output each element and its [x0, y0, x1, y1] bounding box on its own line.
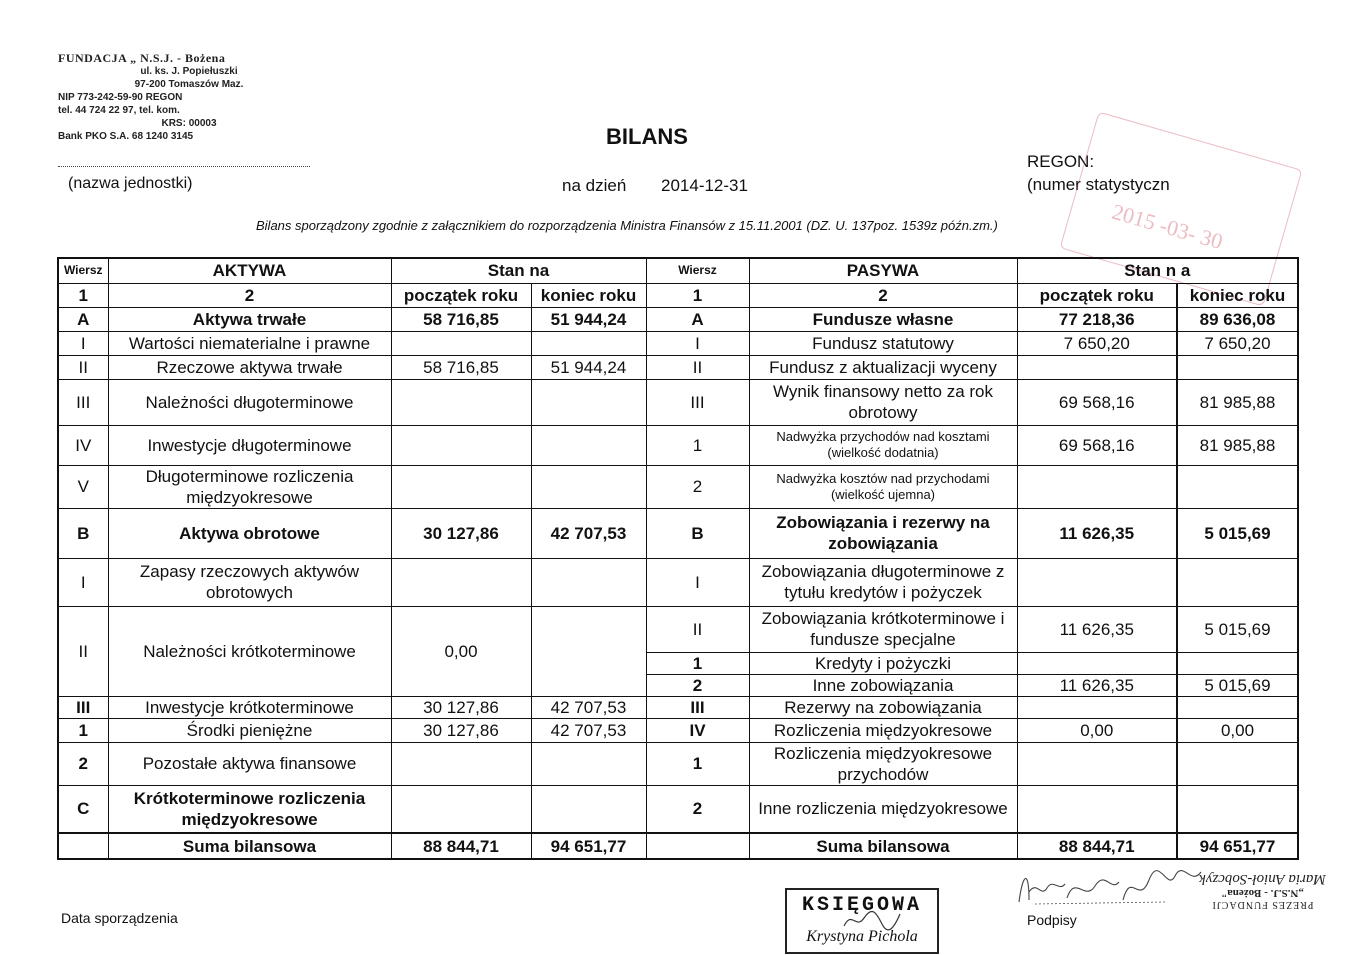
liability-name: Zobowiązania krótkoterminowe i fundusze specjalne	[749, 606, 1017, 652]
asset-start: 0,00	[391, 606, 531, 696]
row-id: III	[58, 379, 108, 425]
president-role: PREZES FUNDACJI	[1211, 899, 1314, 910]
liability-name: Rozliczenia międzyokresowe	[749, 718, 1017, 742]
received-stamp-date: 2015 -03- 30	[1109, 198, 1226, 255]
asset-start: 30 127,86	[391, 508, 531, 558]
asset-start	[391, 465, 531, 508]
liability-start	[1017, 696, 1177, 718]
asset-end	[531, 465, 646, 508]
row-id: V	[58, 465, 108, 508]
header-col2-right: 2	[749, 283, 1017, 307]
total-label-assets: Suma bilansowa	[108, 833, 391, 859]
total-row-id-empty	[58, 833, 108, 859]
asset-end	[531, 742, 646, 785]
header-aktywa: AKTYWA	[108, 258, 391, 283]
signatures-label: Podpisy	[1027, 912, 1077, 928]
liability-name: Wynik finansowy netto za rok obrotowy	[749, 379, 1017, 425]
row-id: I	[58, 558, 108, 606]
total-liabilities-start: 88 844,71	[1017, 833, 1177, 859]
row-id: III	[58, 696, 108, 718]
president-stamp	[1180, 870, 1345, 910]
asset-end: 42 707,53	[531, 696, 646, 718]
stamp-line: ul. ks. J. Popiełuszki	[140, 66, 238, 77]
row-id: II	[646, 355, 749, 379]
preparation-date-label: Data sporządzenia	[61, 910, 178, 926]
table-row	[58, 606, 1298, 652]
liability-end	[1177, 696, 1298, 718]
liability-end	[1177, 465, 1298, 508]
asset-name: Rzeczowe aktywa trwałe	[108, 355, 391, 379]
asset-end: 42 707,53	[531, 508, 646, 558]
liability-end: 5 015,69	[1177, 674, 1298, 696]
liability-end: 89 636,08	[1177, 307, 1298, 331]
asset-end	[531, 425, 646, 465]
row-id: 2	[58, 742, 108, 785]
table-row	[58, 742, 1298, 785]
liability-start	[1017, 652, 1177, 674]
row-id: I	[646, 331, 749, 355]
asset-name: Zapasy rzeczowych aktywów obrotowych	[108, 558, 391, 606]
liability-name: Fundusz statutowy	[749, 331, 1017, 355]
liability-end	[1177, 652, 1298, 674]
header-poczatek-left: początek roku	[391, 283, 531, 307]
asset-end	[531, 379, 646, 425]
dotted-line	[58, 160, 310, 167]
asset-end: 51 944,24	[531, 307, 646, 331]
liability-name: Inne rozliczenia międzyokresowe	[749, 785, 1017, 833]
president-organization: „N.S.J. - Bożena"	[1221, 887, 1304, 899]
unit-name-label: (nazwa jednostki)	[68, 175, 193, 192]
liability-name: Fundusze własne	[749, 307, 1017, 331]
header-koniec-right: koniec roku	[1177, 283, 1298, 307]
table-header-row	[58, 258, 1298, 283]
table-row	[58, 425, 1298, 465]
table-row	[58, 379, 1298, 425]
liability-end: 7 650,20	[1177, 331, 1298, 355]
liability-name: Inne zobowiązania	[749, 674, 1017, 696]
row-id: III	[646, 696, 749, 718]
table-row	[58, 465, 1298, 508]
stamp-line: KRS: 00003	[161, 118, 217, 129]
liability-start: 7 650,20	[1017, 331, 1177, 355]
row-id: 2	[646, 674, 749, 696]
accountant-stamp-title: KSIĘGOWA	[801, 894, 922, 917]
row-id: B	[58, 508, 108, 558]
header-stan-na-left: Stan na	[391, 258, 646, 283]
organization-stamp	[58, 52, 320, 143]
row-id: II	[58, 355, 108, 379]
table-row	[58, 355, 1298, 379]
legal-note: Bilans sporządzony zgodnie z załącznikiem do rozporządzenia Ministra Finansów z 15.11.2001 (DZ. U. 137poz. 1539z późn.zm.)	[256, 218, 998, 233]
row-id: 1	[646, 742, 749, 785]
liability-start: 69 568,16	[1017, 379, 1177, 425]
total-label-liabilities: Suma bilansowa	[749, 833, 1017, 859]
liability-end	[1177, 742, 1298, 785]
table-row	[58, 558, 1298, 606]
liability-end: 0,00	[1177, 718, 1298, 742]
stamp-line: FUNDACJA „ N.S.J. - Bożena	[58, 51, 226, 65]
header-koniec-left: koniec roku	[531, 283, 646, 307]
asset-end	[531, 785, 646, 833]
header-col1-left: 1	[58, 283, 108, 307]
asset-name: Pozostałe aktywa finansowe	[108, 742, 391, 785]
total-row	[58, 833, 1298, 859]
liability-end: 5 015,69	[1177, 508, 1298, 558]
liability-name: Nadwyżka przychodów nad kosztami (wielkość dodatnia)	[749, 425, 1017, 465]
date-label: na dzień	[562, 176, 627, 195]
asset-name: Należności długoterminowe	[108, 379, 391, 425]
liability-name: Rezerwy na zobowiązania	[749, 696, 1017, 718]
asset-start: 58 716,85	[391, 355, 531, 379]
header-stan-na-right: Stan n a	[1017, 258, 1298, 283]
asset-name: Długoterminowe rozliczenia międzyokresowe	[108, 465, 391, 508]
row-id: II	[58, 606, 108, 696]
table-row	[58, 696, 1298, 718]
header-col1-right: 1	[646, 283, 749, 307]
stamp-line: tel. 44 724 22 97, tel. kom.	[58, 105, 180, 116]
regon-sublabel: (numer statystyczn	[1027, 175, 1170, 194]
table-header-row	[58, 283, 1298, 307]
liability-start: 11 626,35	[1017, 606, 1177, 652]
row-id: A	[646, 307, 749, 331]
liability-end	[1177, 785, 1298, 833]
row-id: 1	[646, 425, 749, 465]
liability-start: 69 568,16	[1017, 425, 1177, 465]
liability-name: Nadwyżka kosztów nad przychodami (wielkość ujemna)	[749, 465, 1017, 508]
stamp-line: 97-200 Tomaszów Maz.	[134, 79, 244, 90]
asset-end	[531, 606, 646, 696]
table-row	[58, 785, 1298, 833]
stamp-line: Bank PKO S.A. 68 1240 3145	[58, 131, 194, 142]
stamp-line: NIP 773-242-59-90 REGON	[58, 92, 183, 103]
liability-start: 0,00	[1017, 718, 1177, 742]
balance-sheet-table	[57, 257, 1299, 860]
table-row	[58, 508, 1298, 558]
liability-name: Kredyty i pożyczki	[749, 652, 1017, 674]
header-poczatek-right: początek roku	[1017, 283, 1177, 307]
asset-end	[531, 331, 646, 355]
liability-end: 81 985,88	[1177, 379, 1298, 425]
accountant-name: Krystyna Pichola	[806, 928, 918, 945]
liability-end: 5 015,69	[1177, 606, 1298, 652]
asset-end	[531, 558, 646, 606]
asset-name: Wartości niematerialne i prawne	[108, 331, 391, 355]
asset-name: Krótkoterminowe rozliczenia międzyokresowe	[108, 785, 391, 833]
row-id: III	[646, 379, 749, 425]
asset-start	[391, 742, 531, 785]
table-row	[58, 307, 1298, 331]
asset-end: 51 944,24	[531, 355, 646, 379]
liability-start: 11 626,35	[1017, 508, 1177, 558]
date-value: 2014-12-31	[661, 176, 748, 195]
row-id: I	[58, 331, 108, 355]
row-id: 2	[646, 785, 749, 833]
asset-start	[391, 331, 531, 355]
total-assets-start: 88 844,71	[391, 833, 531, 859]
row-id: IV	[646, 718, 749, 742]
asset-end: 42 707,53	[531, 718, 646, 742]
asset-start: 58 716,85	[391, 307, 531, 331]
row-id: IV	[58, 425, 108, 465]
liability-end: 81 985,88	[1177, 425, 1298, 465]
liability-start	[1017, 785, 1177, 833]
president-name: Maria Anioł-Sobczyk	[1199, 871, 1326, 887]
row-id: B	[646, 508, 749, 558]
row-id: 2	[646, 465, 749, 508]
liability-start	[1017, 558, 1177, 606]
liability-end	[1177, 558, 1298, 606]
liability-end	[1177, 355, 1298, 379]
total-assets-end: 94 651,77	[531, 833, 646, 859]
liability-name: Rozliczenia międzyokresowe przychodów	[749, 742, 1017, 785]
regon-label: REGON:	[1027, 152, 1095, 171]
table-row	[58, 331, 1298, 355]
asset-name: Aktywa trwałe	[108, 307, 391, 331]
row-id: C	[58, 785, 108, 833]
asset-start: 30 127,86	[391, 718, 531, 742]
asset-name: Środki pieniężne	[108, 718, 391, 742]
asset-start	[391, 785, 531, 833]
liability-name: Zobowiązania i rezerwy na zobowiązania	[749, 508, 1017, 558]
liability-start	[1017, 465, 1177, 508]
row-id: A	[58, 307, 108, 331]
row-id: II	[646, 606, 749, 652]
liability-start	[1017, 355, 1177, 379]
row-id: I	[646, 558, 749, 606]
table-row	[58, 718, 1298, 742]
row-id: 1	[646, 652, 749, 674]
header-wiersz-right: Wiersz	[646, 258, 749, 283]
asset-start	[391, 379, 531, 425]
liability-start: 11 626,35	[1017, 674, 1177, 696]
liability-name: Zobowiązania długoterminowe z tytułu kredytów i pożyczek	[749, 558, 1017, 606]
accountant-stamp	[785, 888, 939, 954]
liability-start	[1017, 742, 1177, 785]
total-row-id-empty	[646, 833, 749, 859]
header-pasywa: PASYWA	[749, 258, 1017, 283]
asset-name: Inwestycje długoterminowe	[108, 425, 391, 465]
asset-name: Aktywa obrotowe	[108, 508, 391, 558]
row-id: 1	[58, 718, 108, 742]
total-liabilities-end: 94 651,77	[1177, 833, 1298, 859]
asset-name: Należności krótkoterminowe	[108, 606, 391, 696]
liability-name: Fundusz z aktualizacji wyceny	[749, 355, 1017, 379]
asset-start	[391, 558, 531, 606]
header-col2-left: 2	[108, 283, 391, 307]
asset-name: Inwestycje krótkoterminowe	[108, 696, 391, 718]
header-wiersz-left: Wiersz	[58, 258, 108, 283]
document-title: BILANS	[606, 124, 688, 149]
asset-start: 30 127,86	[391, 696, 531, 718]
asset-start	[391, 425, 531, 465]
liability-start: 77 218,36	[1017, 307, 1177, 331]
handwritten-signature	[1015, 862, 1205, 910]
